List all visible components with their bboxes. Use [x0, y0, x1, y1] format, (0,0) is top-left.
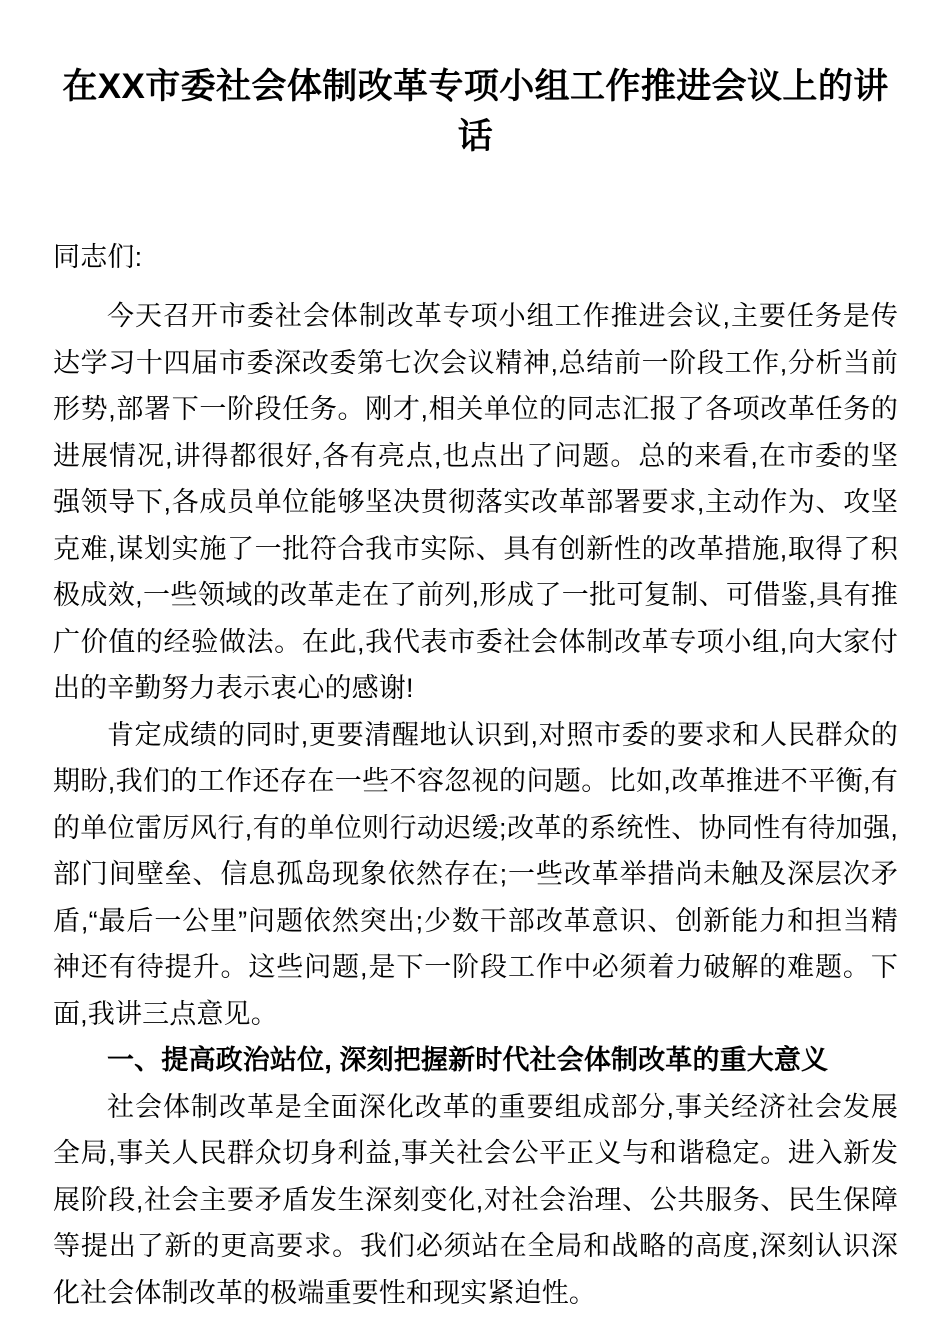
paragraph-1: 今天召开市委社会体制改革专项小组工作推进会议,主要任务是传达学习十四届市委深改委第七次会议精神,总结前一阶段工作,分析当前形势,部署下一阶段任务。刚才,相关单位的同志汇报了各项改革任务的进展情况,讲得都很好,各有亮点,也点出了问题。总的来看,在市委的坚强领导下,各成员单位能够坚决贯彻落实改革部署要求,主动作为、攻坚克难,谋划实施了一批符合我市实际、具有创新性的改革措施,取得了积极成效,一些领域的改革走在了前列,形成了一批可复制、可借鉴,具有推广价值的经验做法。在此,我代表市委社会体制改革专项小组,向大家付出的辛勤努力表示衷心的感谢! — [53, 301, 898, 703]
section-heading-1: 一、提高政治站位, 深刻把握新时代社会体制改革的重大意义 — [107, 1045, 829, 1075]
paragraph-3: 社会体制改革是全面深化改革的重要组成部分,事关经济社会发展全局,事关人民群众切身利益,事关社会公平正义与和谐稳定。进入新发展阶段,社会主要矛盾发生深刻变化,对社会治理、公共服务、民生保障等提出了新的更高要求。我们必须站在全局和战略的高度,深刻认识深化社会体制改革的极端重要性和现实紧迫性。 — [53, 1091, 898, 1308]
page-title: 在XX市委社会体制改革专项小组工作推进会议上的讲话 — [62, 67, 889, 156]
salutation: 同志们: — [53, 242, 143, 272]
paragraph-2: 肯定成绩的同时,更要清醒地认识到,对照市委的要求和人民群众的期盼,我们的工作还存在一些不容忽视的问题。比如,改革推进不平衡,有的单位雷厉风行,有的单位则行动迟缓;改革的系统性、协同性有待加强,部门间壁垒、信息孤岛现象依然存在;一些改革举措尚未触及深层次矛盾,“最后一公里”问题依然突出;少数干部改革意识、创新能力和担当精神还有待提升。这些问题,是下一阶段工作中必须着力破解的难题。下面,我讲三点意见。 — [53, 719, 898, 1029]
document-body — [53, 0, 898, 1316]
